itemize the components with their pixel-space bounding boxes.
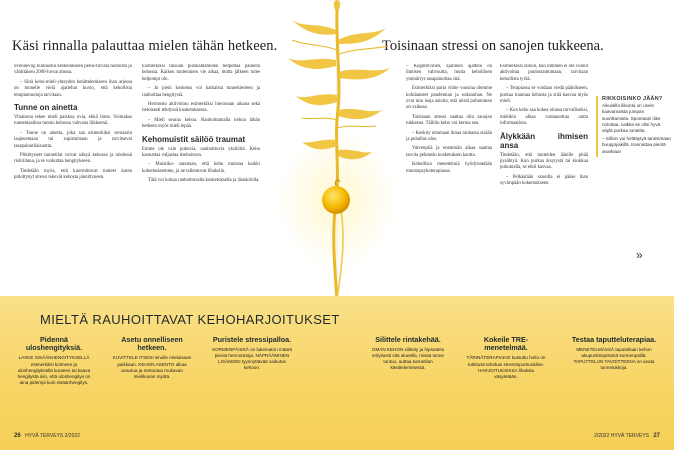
paragraph: – Kognitiivinen, ajallinen ajattelu on ihmisen vahvuutta, mutta kehollinen ymmärrys tasapainottaa sitä. [406,64,492,82]
subheading-kehomuistit: Kehomuistit säilöö traumat [142,134,246,144]
sidebar-paragraph: Aikuisilla liikunta on usein kaavamaista jumpan suorittamista. Spontaani liike nolottaa, vaikka se olisi hyvä väylä purkaa tunteita. [602,103,661,134]
right-page-footer [594,433,660,439]
exercises-title: MIELTÄ RAUHOITTAVAT KEHOHARJOITUKSET [40,312,340,327]
right-column-2 [500,64,588,290]
left-headline: Käsi rinnalla palauttaa mielen tähän hetkeen. [12,38,278,54]
paragraph: – Keskity ottamaan ilmaa rauhassa sisään ja puhallus ulos. [406,130,492,143]
exercise-card [566,336,662,372]
sidebar-title: RIKKOISINKO JÄÄN? [602,96,663,102]
paragraph: Vihaisena tekee mieli paiskoa ovia, ehkä ihme. Voimakas tunnemaailma tuntuu kehossa vahvana liikkeenä. [14,115,132,127]
continue-chevron-icon: » [636,248,643,262]
sidebar-paragraph: – Silloin voi heittäytyä tanssimaan buuppiyakillä. Kannattaa pientä anarkiaa! [602,136,671,154]
exercise-body: LASKE SISÄÄNHENGITYKSELLÄ esimerkiksi kolmeen ja uloshengityksellä kuuteen tai kaava hengitystä niin, että uloshengitys on aina pidempi kuin sisäänhengitys. [17,355,91,385]
subheading-alykkaan: Älykkään ihmisen ansa [500,131,588,150]
paragraph: – Muistiko- sanotaan, että keho muistaa kaikki kokemuksemme, ja ne tallentuvat lihaksiin. [142,162,260,174]
paragraph: Kehollisia menetelmiä hyödynnetään traumapsykoterapiassa. [406,162,492,174]
paragraph: Emme ole vain puhuvia, nauhoittuvia yksilöitä. Keho kannattaa valjastaa itsehoitoon. [142,146,260,159]
left-column-1 [14,64,132,290]
paragraph: – Tunne on ainetta, joka saa esimerkiksi vernaarin laajenemaan tai supistumaan ja tarvitsevat tasapainotilaisuutta. [14,130,132,149]
paragraph: Tätä voi hoitaa rauhoittavalla kosketuksella ja läsnäololla. [148,178,260,184]
exercise-card [368,336,448,372]
paragraph: Esimerkiksi silloin, kun ihminen ei ole voinut aktivoitua puolustautumaan, tarvitaan kehollista työtä. [500,64,588,82]
paragraph: Esimerkiksi tiksuun purskahtaminen helpottaa paineita kehossa. Kaiken tunteminen vie aikaa, mutta jälkeen tulee helpompi olo. [142,64,260,82]
paragraph: Tiedetään myös, että kuormittavat tunteet kuten pitkittynyt stressi tekevät kehosta jännittyneen. [14,168,132,181]
page-number: 27 [653,433,660,439]
paragraph: – Siitä keho-mieli-yhteyden herättelemiseen ihan arjessa on monelle vielä ajattelun kuvio, että kehollisia terapiamuotoja tarvitaan. [14,79,132,98]
left-page-footer [14,433,80,439]
exercise-body: TÄRINÄTERAPIAKSI kutsuttu hoito on tutkitusti tehokas stressinpurkuväline. HARJOITUKSISSA lihaksia väsytetään. [466,355,546,379]
exercise-body: MENETELMÄSSÄ taputellaan kehon akupunktiopisteitä sormenpäillä. TAPUTTELUN TAVOITTEENA on avata tunnelukkoja. [573,347,655,371]
publication-name: HYVÄ TERVEYS 2/2022 [25,433,80,439]
paragraph: – Mieli seuraa kehoa. Rauhoittamalla kehoa tähän hetkeen myös mieli lepää. [142,117,260,130]
paragraph: – Pelkästään sanoilla ei pääse ihan syvimpään kokemukseen. [500,174,588,187]
exercise-body: OMAN KEHON silittely ja hipsuttelu erityisesti sitä alueella, missä tunne tuntuu, auttaa tunnetilan käsittelemisessä. [371,347,445,371]
right-column-1 [406,64,492,290]
exercise-title: Asetu onnelliseen hetkeen. [121,335,183,353]
paragraph: – Kun keho saa kokea olonsa turvalliseksi, mielikin alkaa vastaanottaa uutta informaatiota. [500,108,588,127]
left-column-2 [142,64,260,290]
paragraph: – Terapiassa se voidaan viedä päätökseen, purkaa traumaa kehosta ja siitä kasvaa myös mieli. [500,86,588,105]
exercise-title: Testaa taputteluterapiaa. [571,335,657,344]
exercise-title: Silittele rintakehää. [375,335,441,344]
paragraph: Valvenpiiä ja enemmän aikaa saattaa tarvita pehmeän kosketuksen kautta. [406,146,492,158]
sidebar-box [596,96,672,157]
exercise-card [112,336,192,380]
page-number: 26 [14,433,21,439]
publication-name: 2/2022 HYVÄ TERVEYS [594,433,649,439]
exercise-card [212,336,292,372]
paragraph: Pitkittyneet tunnetilat voivat näkyä kehossa ja mielessä ristiriitana, ja se vaikuttaa hengitykseen. [14,153,132,165]
exercise-body: SORMENPÄISSÄ on lukematon määrä pieniä hermoratoja. NÄPRÄÄMINEN LISÄKEEN tyynnyttävää vaikutus kehoon. [212,347,292,371]
exercise-body: KUVITTELE ITSESI sinulle mieluisaan paikkaan. KEHON ASENTO alkaa avautua ja rentoutua mukavan mielikuvan myötä. [112,355,192,379]
exercise-card [14,336,94,386]
exercise-title: Pidennä uloshengityksiä. [25,335,83,353]
golden-tree-illustration [262,0,412,300]
paragraph: Tiedetään, että tunteiden äänille pitää pysähtyä. Kun purkaa ärsytystä tai kiukkua puhumalla, se ehtii kasvaa. [500,152,588,171]
paragraph: Esimerkiksi paria viime vuosina olemme kohdanneet pandemian ja sodanuhan. Ne ovat niin isoja asioita, että niistä puhuminen on vaikeaa. [406,86,492,111]
paragraph: Svenneviig kiinnostui keskeinkseen perus-tuvista hoitoista jo vähittäisen 2000-luvun alussa. [14,64,132,76]
exercise-title: Kokeile TRE-menetelmää. [483,335,529,353]
paragraph: Hermosto aktivoituu esimerkiksi hieronnan aikana sekä tietoisesti tehdyssä kosketuksessa. [142,102,260,114]
paragraph: Toisinaan stressi saattaa olla sanojen tukkeena. Tällöin keho voi kertoa sen. [406,114,492,127]
paragraph: – Jo pieni kosketus voi katkaista tunnekierteen ja rauhoittaa hengitystä. [142,86,260,98]
subheading-tunne: Tunne on ainetta [14,103,78,113]
exercise-title: Puristele stressipalloa. [212,335,292,344]
exercise-card [466,336,546,380]
right-headline: Toisinaan stressi on sanojen tukkeena. [382,38,604,54]
